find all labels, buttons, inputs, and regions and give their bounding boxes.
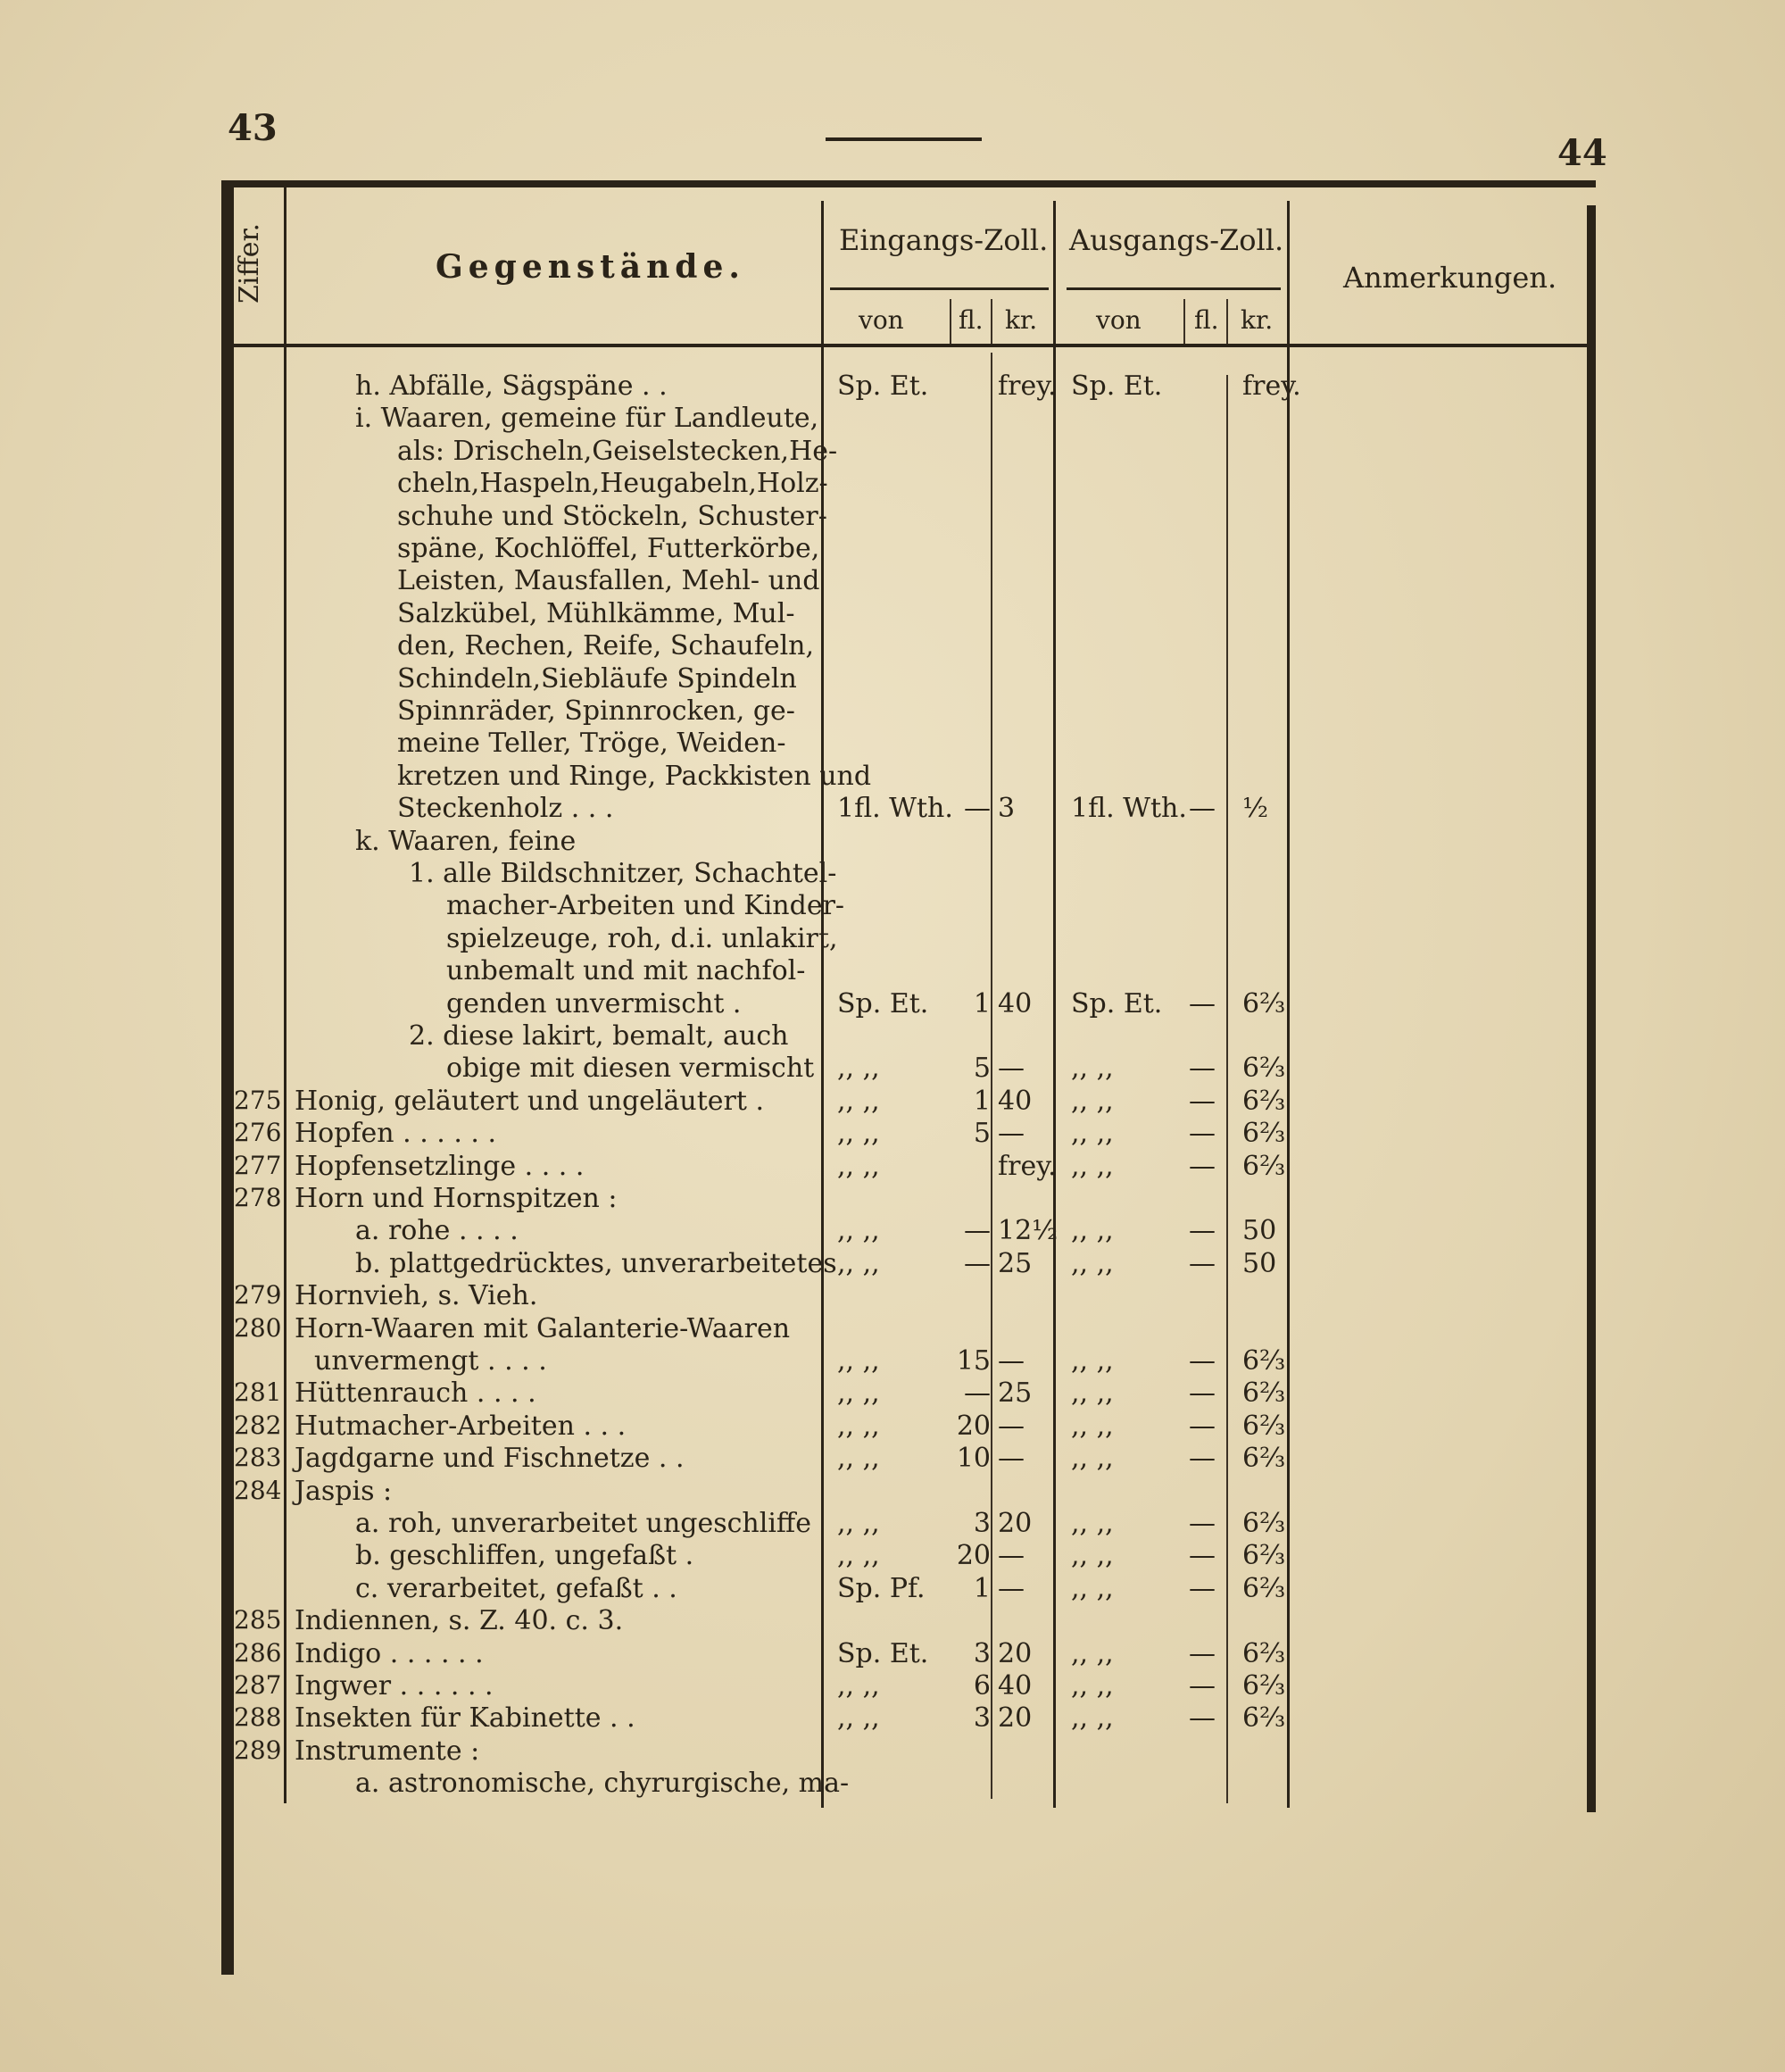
table-row	[0, 533, 1785, 565]
ziffer-cell: 284	[234, 1475, 282, 1505]
ausgang-kr-header: kr.	[1241, 305, 1274, 335]
page-number-left: 43	[228, 107, 278, 149]
description-cell: Jagdgarne und Fischnetze . .	[295, 1443, 685, 1475]
ziffer-header: Ziffer.	[234, 222, 265, 304]
description-cell: Steckenholz . . .	[397, 793, 614, 825]
table-row	[0, 1540, 1785, 1572]
eingang-kr-cell: —	[998, 1118, 1025, 1150]
eingang-kr-cell: 40	[998, 987, 1033, 1019]
description-cell: 1. alle Bildschnitzer, Schachtel-	[409, 858, 837, 889]
ausgang-von-cell: 1fl. Wth.	[1071, 793, 1187, 825]
eingang-kr-cell: 40	[998, 1670, 1033, 1702]
ausgang-kr-cell: 6⅔	[1242, 1150, 1286, 1182]
eingang-kr-cell: 20	[998, 1702, 1033, 1735]
ziffer-cell: 285	[234, 1605, 282, 1635]
description-cell: h. Abfälle, Sägspäne . .	[355, 370, 668, 402]
table-row	[0, 988, 1785, 1020]
ausgang-kr-cell: ½	[1242, 793, 1269, 825]
description-cell: genden unvermischt .	[446, 987, 742, 1019]
table-row	[0, 1053, 1785, 1085]
description-cell: Horn und Hornspitzen :	[295, 1183, 618, 1214]
ausgang-kr-cell: frey.	[1242, 370, 1301, 402]
ausgang-kr-cell: 50	[1242, 1215, 1277, 1247]
description-cell: Insekten für Kabinette . .	[295, 1702, 635, 1735]
ausgang-fl-cell: —	[1189, 1637, 1216, 1669]
description-cell: Indiennen, s. Z. 40. c. 3.	[295, 1605, 624, 1637]
ziffer-cell: 278	[234, 1183, 282, 1212]
eingang-fl-header: fl.	[959, 305, 984, 335]
table-row	[0, 565, 1785, 597]
eingang-underline	[830, 287, 1049, 290]
eingang-von-cell: ,, ,,	[837, 1377, 880, 1410]
ausgang-kr-cell: 6⅔	[1242, 1702, 1286, 1735]
description-cell: Salzkübel, Mühlkämme, Mul-	[397, 597, 795, 629]
eingang-von-cell: ,, ,,	[837, 1540, 880, 1572]
ausgang-fl-cell: —	[1189, 793, 1216, 825]
eingang-fl-cell: 20	[956, 1540, 991, 1572]
ausgang-fl-cell: —	[1189, 1053, 1216, 1085]
ausgang-von-cell: ,, ,,	[1071, 1702, 1114, 1735]
description-cell: Schindeln,Siebläufe Spindeln	[397, 662, 797, 695]
eingang-fl-cell: 1	[973, 987, 991, 1019]
ausgang-von-cell: ,, ,,	[1071, 1053, 1114, 1085]
eingang-kr-cell: 3	[998, 793, 1016, 825]
ziffer-cell: 282	[234, 1410, 282, 1440]
description-cell: Leisten, Mausfallen, Mehl- und	[397, 565, 820, 597]
eingang-fl-cell: 3	[973, 1508, 991, 1539]
eingang-kr-cell: —	[998, 1410, 1025, 1442]
eingang-kr-cell: 20	[998, 1637, 1033, 1669]
table-row	[0, 436, 1785, 468]
ausgang-fl-cell: —	[1189, 1345, 1216, 1377]
table-row	[0, 1377, 1785, 1410]
eingang-fl-cell: —	[964, 1247, 991, 1279]
eingang-kr-cell: 25	[998, 1377, 1033, 1410]
eingang-von-cell: ,, ,,	[837, 1443, 880, 1475]
description-cell: unbemalt und mit nachfol-	[446, 955, 806, 987]
description-cell: Horn-Waaren mit Galanterie-Waaren	[295, 1312, 791, 1344]
ziffer-cell: 289	[234, 1735, 282, 1765]
ausgang-fl-header: fl.	[1194, 305, 1219, 335]
eingang-kr-cell: 20	[998, 1508, 1033, 1539]
ausgang-von-cell: ,, ,,	[1071, 1540, 1114, 1572]
ausgang-fl-cell: —	[1189, 1085, 1216, 1117]
description-cell: k. Waaren, feine	[355, 825, 577, 857]
table-row	[0, 1248, 1785, 1280]
eingang-kr-cell: 12½	[998, 1215, 1059, 1247]
ausgang-underline	[1067, 287, 1281, 290]
ausgang-kr-cell: 6⅔	[1242, 1118, 1286, 1150]
eingang-fl-cell: 3	[973, 1637, 991, 1669]
ausgang-kr-cell: 6⅔	[1242, 1085, 1286, 1117]
ausgang-von-cell: Sp. Et.	[1071, 987, 1163, 1019]
description-cell: Hopfen . . . . . .	[295, 1118, 497, 1150]
ausgang-kr-cell: 6⅔	[1242, 1637, 1286, 1669]
table-row	[0, 403, 1785, 435]
description-cell: a. rohe . . . .	[355, 1215, 519, 1247]
eingang-von-cell: Sp. Et.	[837, 370, 929, 402]
description-cell: Honig, geläutert und ungeläutert .	[295, 1085, 764, 1117]
ausgang-von-cell: ,, ,,	[1071, 1215, 1114, 1247]
table-row	[0, 728, 1785, 760]
description-cell: Spinnräder, Spinnrocken, ge-	[397, 695, 795, 727]
table-row	[0, 1086, 1785, 1118]
table-row	[0, 890, 1785, 922]
table-row	[0, 1345, 1785, 1377]
eingang-von-cell: Sp. Et.	[837, 1637, 929, 1669]
ausgang-von-cell: ,, ,,	[1071, 1443, 1114, 1475]
eingang-kr-cell: —	[998, 1053, 1025, 1085]
eingang-fl-cell: 5	[973, 1118, 991, 1150]
description-cell: b. plattgedrücktes, unverarbeitetes	[355, 1247, 837, 1279]
eingang-fl-cell: 10	[956, 1443, 991, 1475]
eingang-von-cell: ,, ,,	[837, 1118, 880, 1150]
ausgang-fl-cell: —	[1189, 987, 1216, 1019]
eingang-von-divider	[950, 299, 951, 344]
table-row	[0, 1638, 1785, 1670]
table-row	[0, 1605, 1785, 1637]
ausgang-kr-cell: 6⅔	[1242, 987, 1286, 1019]
eingang-von-cell: 1fl. Wth.	[837, 793, 953, 825]
table-row	[0, 923, 1785, 955]
ausgang-fl-cell: —	[1189, 1443, 1216, 1475]
description-cell: b. geschliffen, ungefaßt .	[355, 1540, 694, 1572]
gegenstaende-header: Gegenstände.	[436, 248, 745, 286]
description-cell: obige mit diesen vermischt	[446, 1053, 815, 1085]
table-row	[0, 1476, 1785, 1508]
table-row	[0, 1735, 1785, 1768]
description-cell: macher-Arbeiten und Kinder-	[446, 890, 845, 922]
eingang-fl-cell: 15	[956, 1345, 991, 1377]
table-row	[0, 826, 1785, 858]
description-cell: Hornvieh, s. Vieh.	[295, 1280, 538, 1312]
description-cell: Indigo . . . . . .	[295, 1637, 484, 1669]
ausgang-von-cell: ,, ,,	[1071, 1410, 1114, 1442]
table-row	[0, 955, 1785, 987]
eingang-fl-cell: —	[964, 793, 991, 825]
ziffer-cell: 283	[234, 1443, 282, 1473]
eingangs-zoll-header: Eingangs-Zoll.	[839, 223, 1049, 257]
eingang-fl-cell: 5	[973, 1053, 991, 1085]
table-row	[0, 1020, 1785, 1053]
eingang-von-cell: ,, ,,	[837, 1247, 880, 1279]
ziffer-cell: 279	[234, 1280, 282, 1311]
eingang-von-cell: ,, ,,	[837, 1410, 880, 1442]
table-row	[0, 793, 1785, 825]
header-rule	[826, 137, 982, 141]
ausgang-kr-cell: 6⅔	[1242, 1572, 1286, 1604]
eingang-von-cell: ,, ,,	[837, 1670, 880, 1702]
eingang-von-cell: Sp. Pf.	[837, 1572, 926, 1604]
table-row	[0, 1313, 1785, 1345]
page-number-right: 44	[1557, 132, 1607, 174]
ziffer-cell: 286	[234, 1637, 282, 1668]
description-cell: 2. diese lakirt, bemalt, auch	[409, 1020, 789, 1052]
ausgang-fl-cell: —	[1189, 1377, 1216, 1410]
eingang-fl-cell: 6	[973, 1670, 991, 1702]
table-row	[0, 1702, 1785, 1735]
ziffer-cell: 280	[234, 1312, 282, 1343]
table-row	[0, 1118, 1785, 1150]
description-cell: spielzeuge, roh, d.i. unlakirt,	[446, 922, 838, 954]
eingang-von-cell: ,, ,,	[837, 1150, 880, 1182]
ausgang-von-cell: ,, ,,	[1071, 1085, 1114, 1117]
table-row	[0, 370, 1785, 403]
description-cell: Ingwer . . . . . .	[295, 1670, 494, 1702]
ausgang-fl-cell: —	[1189, 1410, 1216, 1442]
eingang-fl-cell: —	[964, 1377, 991, 1410]
description-cell: a. roh, unverarbeitet ungeschliffe	[355, 1508, 811, 1539]
header-bottom-rule	[234, 344, 1587, 347]
description-cell: Instrumente :	[295, 1735, 480, 1767]
eingang-fl-cell: 3	[973, 1702, 991, 1735]
eingang-fl-divider	[991, 299, 992, 344]
ausgangs-zoll-header: Ausgangs-Zoll.	[1069, 223, 1284, 257]
eingang-fl-cell: 1	[973, 1572, 991, 1604]
ausgang-von-header: von	[1096, 305, 1142, 335]
eingang-von-cell: ,, ,,	[837, 1053, 880, 1085]
eingang-von-header: von	[859, 305, 904, 335]
table-top-border	[221, 180, 1596, 187]
eingang-von-cell: Sp. Et.	[837, 987, 929, 1019]
table-row	[0, 501, 1785, 533]
ausgang-von-cell: Sp. Et.	[1071, 370, 1163, 402]
table-row	[0, 1508, 1785, 1540]
eingang-kr-cell: —	[998, 1572, 1025, 1604]
eingang-von-cell: ,, ,,	[837, 1702, 880, 1735]
eingang-von-cell: ,, ,,	[837, 1215, 880, 1247]
table-row	[0, 1573, 1785, 1605]
table-row	[0, 1183, 1785, 1215]
description-cell: Hopfensetzlinge . . . .	[295, 1150, 585, 1182]
description-cell: schuhe und Stöckeln, Schuster-	[397, 500, 827, 532]
eingang-fl-cell: 20	[956, 1410, 991, 1442]
description-cell: als: Drischeln,Geiselstecken,He-	[397, 435, 838, 467]
ausgang-fl-cell: —	[1189, 1150, 1216, 1182]
ausgang-von-cell: ,, ,,	[1071, 1247, 1114, 1279]
description-cell: späne, Kochlöffel, Futterkörbe,	[397, 533, 820, 564]
description-cell: Jaspis :	[295, 1475, 393, 1507]
eingang-kr-cell: 40	[998, 1085, 1033, 1117]
description-cell: c. verarbeitet, gefaßt . .	[355, 1572, 677, 1604]
ausgang-fl-divider	[1226, 299, 1228, 344]
description-cell: kretzen und Ringe, Packkisten und	[397, 760, 872, 792]
description-cell: cheln,Haspeln,Heugabeln,Holz-	[397, 468, 828, 500]
ziffer-cell: 276	[234, 1118, 282, 1148]
ausgang-fl-cell: —	[1189, 1118, 1216, 1150]
table-row	[0, 858, 1785, 890]
ausgang-von-cell: ,, ,,	[1071, 1572, 1114, 1604]
table-row	[0, 598, 1785, 630]
description-cell: den, Rechen, Reife, Schaufeln,	[397, 630, 815, 662]
description-cell: Hutmacher-Arbeiten . . .	[295, 1410, 627, 1442]
description-cell: Hüttenrauch . . . .	[295, 1377, 536, 1410]
table-row	[0, 1768, 1785, 1800]
table-row	[0, 630, 1785, 662]
ausgang-von-cell: ,, ,,	[1071, 1377, 1114, 1410]
ausgang-kr-cell: 6⅔	[1242, 1053, 1286, 1085]
description-cell: unvermengt . . . .	[314, 1345, 547, 1377]
ausgang-fl-cell: —	[1189, 1702, 1216, 1735]
eingang-kr-cell: frey.	[998, 370, 1057, 402]
table-row	[0, 1670, 1785, 1702]
ausgang-von-cell: ,, ,,	[1071, 1150, 1114, 1182]
eingang-kr-cell: frey.	[998, 1150, 1057, 1182]
ziffer-cell: 275	[234, 1085, 282, 1115]
ausgang-kr-cell: 6⅔	[1242, 1540, 1286, 1572]
description-cell: meine Teller, Tröge, Weiden-	[397, 728, 786, 760]
ziffer-cell: 287	[234, 1670, 282, 1700]
table-row	[0, 1410, 1785, 1443]
table-row	[0, 1280, 1785, 1312]
eingang-von-cell: ,, ,,	[837, 1508, 880, 1539]
table-row	[0, 695, 1785, 728]
ausgang-kr-cell: 6⅔	[1242, 1377, 1286, 1410]
eingang-kr-cell: —	[998, 1443, 1025, 1475]
table-row	[0, 663, 1785, 695]
ausgang-von-cell: ,, ,,	[1071, 1118, 1114, 1150]
ausgang-fl-cell: —	[1189, 1540, 1216, 1572]
ausgang-von-cell: ,, ,,	[1071, 1637, 1114, 1669]
ausgang-kr-cell: 6⅔	[1242, 1508, 1286, 1539]
anmerkungen-header: Anmerkungen.	[1343, 261, 1557, 295]
table-row	[0, 761, 1785, 793]
ausgang-von-cell: ,, ,,	[1071, 1670, 1114, 1702]
ausgang-kr-cell: 6⅔	[1242, 1670, 1286, 1702]
table-row	[0, 1215, 1785, 1247]
ausgang-von-cell: ,, ,,	[1071, 1508, 1114, 1539]
eingang-fl-cell: 1	[973, 1085, 991, 1117]
ziffer-cell: 288	[234, 1702, 282, 1733]
ausgang-von-divider	[1183, 299, 1185, 344]
eingang-kr-header: kr.	[1005, 305, 1038, 335]
ausgang-kr-cell: 6⅔	[1242, 1410, 1286, 1442]
eingang-von-cell: ,, ,,	[837, 1085, 880, 1117]
ausgang-fl-cell: —	[1189, 1247, 1216, 1279]
ausgang-kr-cell: 50	[1242, 1247, 1277, 1279]
ziffer-cell: 281	[234, 1377, 282, 1408]
table-row	[0, 1151, 1785, 1183]
eingang-fl-cell: —	[964, 1215, 991, 1247]
ausgang-kr-cell: 6⅔	[1242, 1443, 1286, 1475]
eingang-kr-cell: —	[998, 1345, 1025, 1377]
table-row	[0, 468, 1785, 500]
ausgang-fl-cell: —	[1189, 1572, 1216, 1604]
description-cell: a. astronomische, chyrurgische, ma-	[355, 1768, 850, 1800]
table-row	[0, 1443, 1785, 1475]
ausgang-fl-cell: —	[1189, 1508, 1216, 1539]
description-cell: i. Waaren, gemeine für Landleute,	[355, 403, 819, 435]
eingang-kr-cell: 25	[998, 1247, 1033, 1279]
eingang-kr-cell: —	[998, 1540, 1025, 1572]
ausgang-fl-cell: —	[1189, 1670, 1216, 1702]
ausgang-fl-cell: —	[1189, 1215, 1216, 1247]
eingang-von-cell: ,, ,,	[837, 1345, 880, 1377]
ausgang-kr-cell: 6⅔	[1242, 1345, 1286, 1377]
ausgang-von-cell: ,, ,,	[1071, 1345, 1114, 1377]
ziffer-cell: 277	[234, 1150, 282, 1180]
